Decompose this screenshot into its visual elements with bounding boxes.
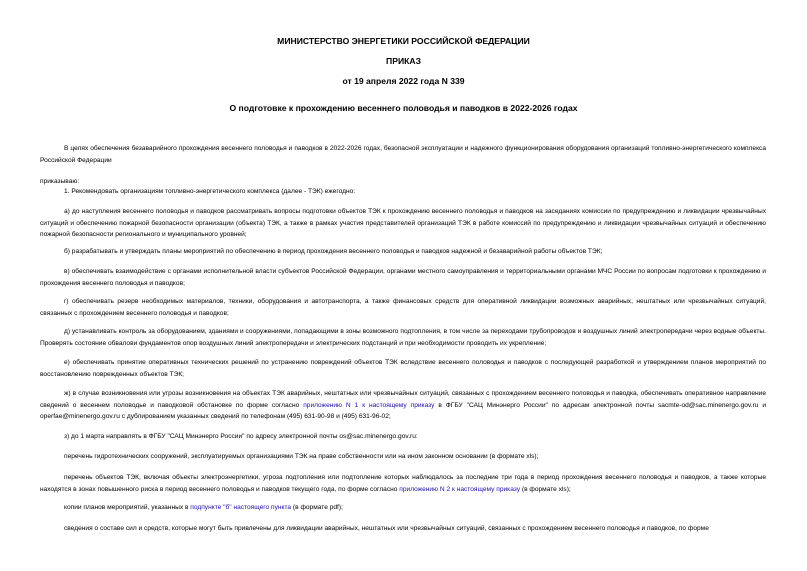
clause-zh (40, 388, 766, 423)
document-subject: О подготовке к прохождению весеннего половодья и паводков в 2022-2026 годах (229, 103, 578, 113)
clause-e: е) обеспечивать принятие оперативных технических решений по устранению повреждений объектов ТЭК вследствие весеннего половодья и паводков с последующей разработкой и утверждением планов мероприятий по восстановлению поврежденных объектов ТЭК; (40, 359, 766, 378)
clause-zh-text-1: ж) в случае возникновения или угрозы возникновения на объектах ТЭК аварийных, нештатных или чрезвычайных ситуаций, связанных с прохождением весеннего половодья и паводка, обеспечивать оперативное направление сведений о весеннем половодье и паводковой обстановке по форме согласно (40, 390, 766, 409)
document-type: ПРИКАЗ (386, 56, 421, 66)
clause-a: а) до наступления весеннего половодья и паводков рассматривать вопросы подготовки объектов ТЭК к прохождению весеннего половодья и паводков на заседаниях комиссии по предупреждению и ликвидации чрезвычайных ситуаций и обеспечению пожарной безопасности организации (объекта) ТЭК, а также в рамках участия представителей организаций ТЭК в работе комиссий по предупреждению и ликвидации чрезвычайных ситуаций и обеспечению пожарной безопасности регионального и муниципального уровней; (40, 208, 766, 239)
clause-v: в) обеспечивать взаимодействие с органами исполнительной власти субъектов Российской Федерации, органами местного самоуправления и территориальными органами МЧС России по вопросам подготовки к прохождению и прохождения весеннего половодья и паводков; (40, 268, 766, 287)
clause-zh-text-2: в ФГБУ "САЦ Минэнерго России" по адресам электронной почты sacmte-od@sac.minenergo.gov.ru и operfae@minenergo.gov.ru с дублированием указанных сведений по телефонам (495) 631-90-98 и (495) 631-96-02; (40, 401, 767, 421)
document-date-number: от 19 апреля 2022 года N 339 (342, 76, 465, 86)
list-item-objects-text-2: (в формате xls); (520, 485, 571, 493)
preamble-paragraph: В целях обеспечения безаварийного прохождения весеннего половодья и паводков в 2022-2026 годах, безопасной эксплуатации и надежного функционирования оборудования организаций топливно-энергетического комплекса Российской Федерации (40, 145, 766, 164)
list-item-hydro: перечень гидротехнических сооружений, эксплуатируемых организациями ТЭК на праве собственности или на ином законном основании (в формате xls); (64, 453, 539, 460)
clause-d: д) устанавливать контроль за оборудованием, зданиями и сооружениями, попадающими в зоны возможного подтопления, в том числе за переходами трубопроводов и воздушных линий электропередачи через водные объекты. Проверять состояние обвалови фундаментов опор воздушных линий электропередачи и электрических подстанций и при необходимости проводить их укрепление; (40, 328, 766, 347)
order-word: приказываю: (40, 178, 80, 185)
ministry-heading: МИНИСТЕРСТВО ЭНЕРГЕТИКИ РОССИЙСКОЙ ФЕДЕРАЦИИ (277, 36, 530, 46)
clause-g: г) обеспечивать резерв необходимых материалов, техники, оборудования и автотранспорта, а также финансовых средств для оперативной ликвидации возможных аварийных, нештатных или чрезвычайных ситуаций, связанных с прохождением весеннего половодья и паводков; (40, 298, 766, 317)
subclause-b-link[interactable]: подпункте "б" настоящего пункта (190, 504, 292, 511)
clause-z: з) до 1 марта направлять в ФГБУ "САЦ Минэнерго России" по адресу электронной почты os@sac.minenergo.gov.ru: (64, 433, 418, 440)
appendix-2-link[interactable]: приложению N 2 к настоящему приказу (399, 485, 521, 493)
clause-b: б) разрабатывать и утверждать планы мероприятий по обеспечению в период прохождения весеннего половодья и паводков надежной и безаварийной работы объектов ТЭК; (64, 248, 603, 255)
list-item-plans-text-1: копии планов мероприятий, указанных в (64, 504, 191, 511)
clause-1: 1. Рекомендовать организациям топливно-энергетического комплекса (далее - ТЭК) ежегодно: (64, 188, 356, 195)
appendix-1-link[interactable]: приложению N 1 к настоящему приказу (303, 401, 435, 409)
list-item-objects-text-1: перечень объектов ТЭК, включая объекты электроэнергетики, угроза подтопления или подтопление которых наблюдалось за последние три года в период прохождения весеннего половодья и паводков, а также которые находятся в зонах повышенного риска в период весеннего половодья и паводков текущего года, по форме согласно (40, 474, 766, 493)
list-item-plans (40, 502, 766, 514)
list-item-plans-text-2: (в формате pdf); (291, 504, 343, 511)
list-item-forces: сведения о составе сил и средств, которые могут быть привлечены для ликвидации аварийных, нештатных или чрезвычайных ситуаций, связанных с прохождением весеннего половодья и паводков, по форме (64, 525, 709, 532)
list-item-objects (40, 472, 766, 495)
